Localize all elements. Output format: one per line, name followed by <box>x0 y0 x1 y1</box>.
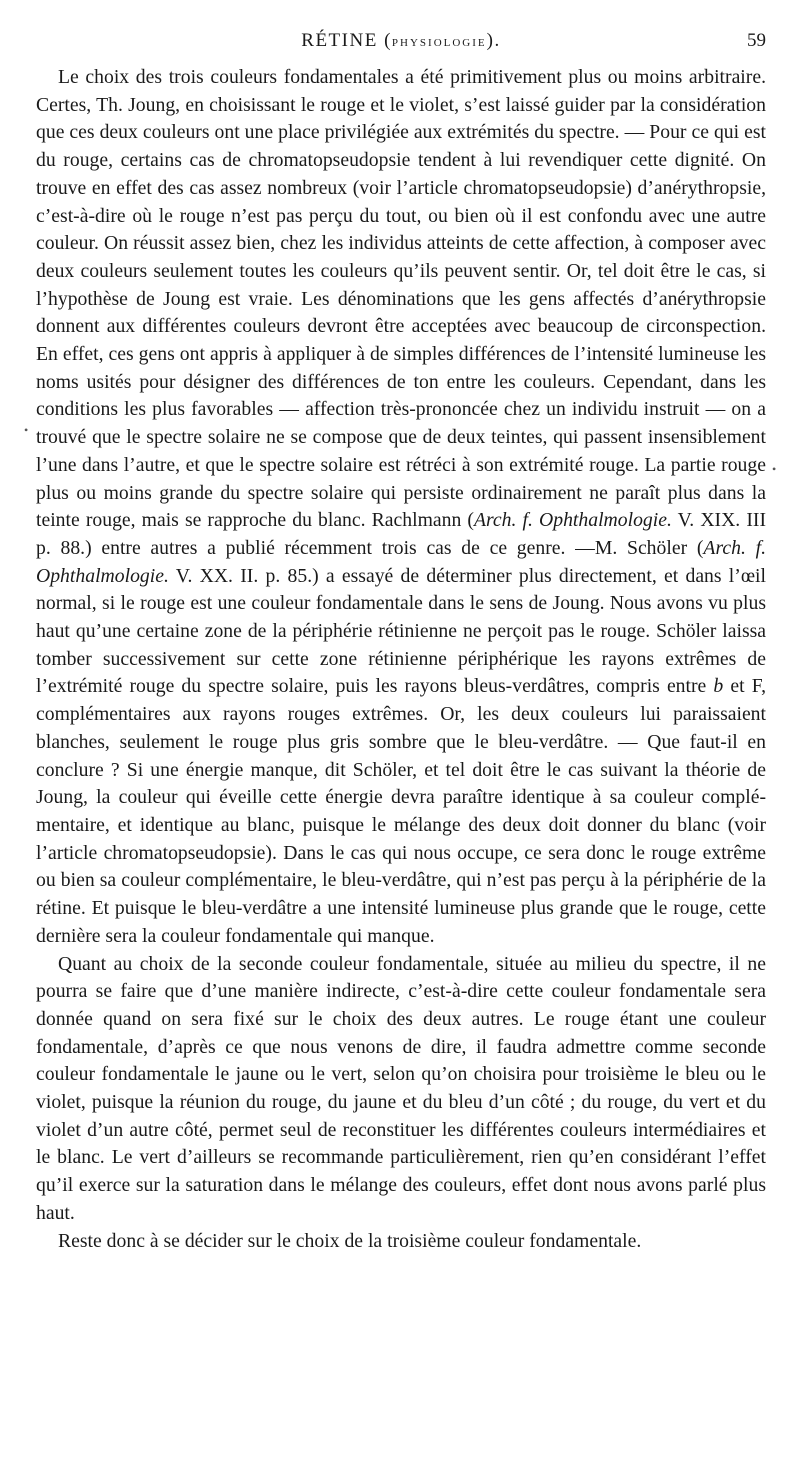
paragraph <box>36 951 766 1228</box>
running-title <box>36 30 766 52</box>
italic-text-run: Arch. f. Ophthalmologie. <box>36 536 766 587</box>
text-run: V. XX. II. p. 85.) a essayé de déterminer plus directement, et dans l’œil normal, si le rouge est une couleur fondamentale dans le sens de Joung. Nous avons vu plus haut qu’une certaine zone de la périphérie rétinienne ne perçoit pas le rouge. Schöler laissa tomber successivement sur cette zone rétinienne périphérique les rayons extrêmes de l’extrémité rouge du spectre solaire, puis les rayons bleus-verdâtres, compris entre <box>36 564 766 698</box>
text-run: Le choix des trois couleurs fondamentales a été primitivement plus ou moins arbitraire. Certes, Th. Joung, en choisissant le rouge et le violet, s’est laissé guider par la considération que ces deux couleurs ont une place privilégiée aux extrémités du spectre. — Pour ce qui est du rouge, certains cas de chromatopseudopsie tendent à lui revendiquer cette dignité. On trouve en effet des cas assez nombreux (voir l’article chromatopseudopsie) d’anérythropsie, c’est-à-dire où le rouge n’est pas perçu du tout, ou bien où il est confondu avec une autre couleur. On réussit assez bien, chez les individus atteints de cette affection, à composer avec deux couleurs seulement toutes les couleurs qu’ils peuvent sentir. Or, tel doit être le cas, si l’hypothèse de Joung est vraie. Les dénominations que les gens affectés d’anérythropsie donnent aux différentes couleurs devront être acceptées avec beaucoup de circonspection. En effet, ces gens ont appris à appliquer à de simples différences de l’intensité lumineuse les noms usités pour désigner des différences de ton entre les couleurs. Cependant, dans les conditions les plus favorables — affection très-prononcée chez un individu instruit — on a trouvé que le spectre solaire ne se compose que de deux teintes, qui passent insensiblement l’une dans l’autre, et que le spectre solaire est rétréci à son extrémité rouge. La partie rouge plus ou moins grande du spectre solaire qui persiste ordinairement ne paraît plus dans la teinte rouge, mais se rapproche du blanc. Rachlmann ( <box>36 66 766 532</box>
text-run: Quant au choix de la seconde couleur fondamentale, située au milieu du spectre, il ne pourra se faire que d’une manière indirecte, c’est-à-dire cette couleur fondamentale sera donnée quand on sera fixé sur le choix des deux autres. Le rouge étant une couleur fondamentale, d’après ce que nous venons de dire, il faudra admettre comme seconde couleur fondamentale le jaune ou le vert, selon qu’on choisira pour troisième le bleu ou le violet, puisque la réunion du rouge, du jaune et du bleu d’un côté ; du rouge, du vert et du violet d’un autre côté, permet seul de reconstituer les différentes couleurs intermédiaires et le blanc. Le vert d’ailleurs se recommande particulièrement, rien qu’en considérant l’effet qu’il exerce sur la saturation dans le mélange des couleurs, effet dont nous avons parlé plus haut. <box>36 952 766 1224</box>
margin-dot-mark: • <box>24 423 29 437</box>
margin-dot-mark: • <box>772 462 777 476</box>
italic-text-run: b <box>713 675 724 698</box>
running-title-subtitle: physiologie <box>391 34 487 50</box>
running-title-main: RÉTINE ( <box>301 30 392 51</box>
page-header <box>36 30 766 58</box>
text-run: Reste donc à se décider sur le choix de la troisième couleur fondamentale. <box>58 1229 642 1252</box>
body-text <box>36 64 766 1255</box>
text-run: et F, complémentaires aux rayons rouges extrêmes. Or, les deux couleurs lui paraissaient blanches, seulement le rouge plus gris sombre que le bleu-verdâtre. — Que faut-il en conclure ? Si une énergie manque, dit Schöler, et tel doit être le cas suivant la théorie de Joung, la couleur qui éveille cette énergie devra paraître identique à sa couleur complémentaire, et identique au blanc, puisque le mélange des deux doit donner du blanc (voir l’article chromatopseudopsie). Dans le cas qui nous occupe, ce sera donc le rouge extrême ou bien sa couleur complémentaire, le bleu-verdâtre, qui n’est pas perçu à la périphérie de la rétine. Et puisque le bleu-verdâtre a une intensité lumineuse plus grande que le rouge, cette dernière sera la couleur fondamentale qui manque. <box>36 675 766 947</box>
paragraph <box>36 64 766 951</box>
running-title-end: ). <box>486 30 501 51</box>
page-number: 59 <box>747 30 766 51</box>
paragraph <box>36 1228 766 1256</box>
text-run: V. XIX. III p. 88.) entre autres a publié récemment trois cas de ce genre. —M. Schöler ( <box>36 509 766 559</box>
italic-text-run: Arch. f. Ophthalmologie. <box>473 509 672 532</box>
